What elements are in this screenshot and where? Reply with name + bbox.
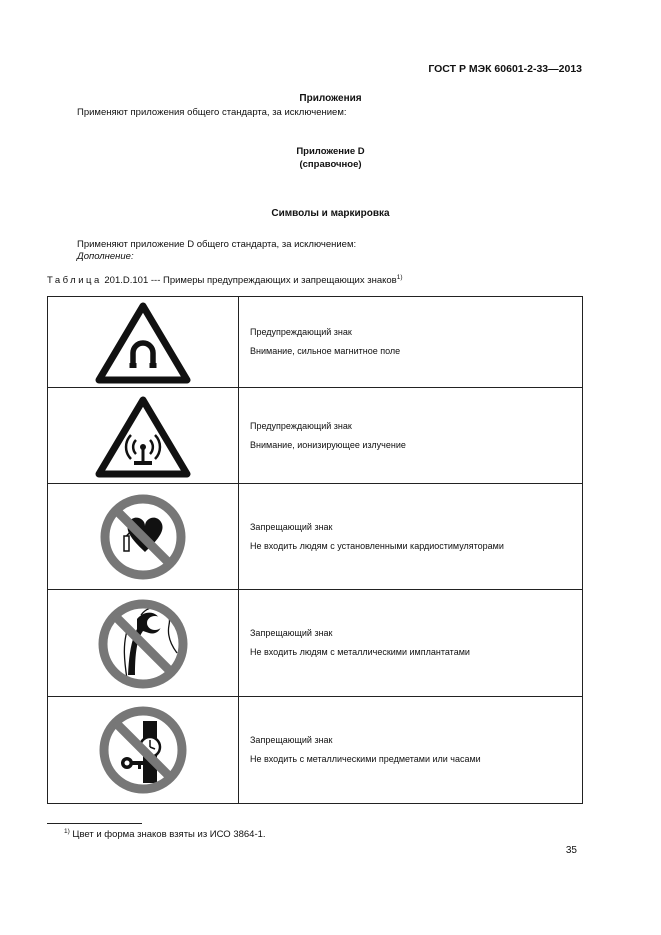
addition-label: Дополнение: bbox=[77, 251, 134, 262]
table-caption bbox=[47, 274, 403, 286]
sign-meaning: Не входить с металлическими предметами или часами bbox=[250, 754, 481, 764]
no-pacemaker-icon bbox=[98, 492, 188, 582]
table-caption-prefix: Таблица bbox=[47, 275, 102, 286]
table-row bbox=[48, 297, 583, 388]
no-metal-objects-watches-icon bbox=[97, 703, 189, 797]
footnote-text: Цвет и форма знаков взяты из ИСО 3864-1. bbox=[72, 829, 266, 840]
appendix-d-subtitle: (справочное) bbox=[299, 159, 362, 170]
table-cell-icon bbox=[48, 484, 239, 590]
section-title: Символы и маркировка bbox=[271, 208, 390, 219]
footnote-ref: 1) bbox=[64, 828, 70, 835]
table-row bbox=[48, 590, 583, 697]
appendix-d-title: Приложение D bbox=[296, 146, 365, 157]
sign-meaning: Не входить людям с металлическими имплантатами bbox=[250, 647, 470, 657]
table-row bbox=[48, 697, 583, 804]
appendices-text: Применяют приложения общего стандарта, за исключением: bbox=[77, 107, 347, 118]
table-row bbox=[48, 484, 583, 590]
table-cell-description bbox=[239, 590, 583, 697]
sign-type: Запрещающий знак bbox=[250, 735, 333, 745]
sign-type: Предупреждающий знак bbox=[250, 420, 352, 431]
table-caption-footnote-ref: 1) bbox=[396, 274, 403, 281]
signs-table bbox=[47, 296, 583, 804]
table-cell-description bbox=[239, 484, 583, 590]
table-cell-description bbox=[239, 697, 583, 804]
sign-type: Предупреждающий знак bbox=[250, 327, 352, 337]
table-cell-icon bbox=[48, 697, 239, 804]
appendix-d-text: Применяют приложение D общего стандарта, за исключением: bbox=[77, 239, 357, 250]
footnote-divider bbox=[47, 823, 142, 824]
table-cell-icon bbox=[48, 297, 239, 388]
page-number: 35 bbox=[565, 845, 577, 856]
table-row bbox=[48, 388, 583, 484]
table-caption-text: 201.D.101 --- Примеры предупреждающих и запрещающих знаков bbox=[104, 275, 397, 286]
sign-type: Запрещающий знак bbox=[250, 521, 333, 532]
no-metal-implants-icon bbox=[97, 595, 189, 691]
footnote bbox=[64, 828, 266, 840]
table-cell-icon bbox=[48, 388, 239, 484]
sign-meaning: Внимание, сильное магнитное поле bbox=[250, 346, 401, 356]
table-cell-description bbox=[239, 388, 583, 484]
sign-meaning: Не входить людям с установленными кардиостимуляторами bbox=[250, 540, 504, 551]
table-cell-icon bbox=[48, 590, 239, 697]
sign-type: Запрещающий знак bbox=[250, 628, 333, 638]
magnet-warning-icon bbox=[93, 300, 193, 384]
document-header-standard: ГОСТ Р МЭК 60601-2-33—2013 bbox=[428, 63, 582, 75]
table-cell-description bbox=[239, 297, 583, 388]
sign-meaning: Внимание, ионизирующее излучение bbox=[250, 439, 406, 450]
radiation-warning-icon bbox=[93, 393, 193, 479]
appendices-title: Приложения bbox=[299, 93, 362, 104]
